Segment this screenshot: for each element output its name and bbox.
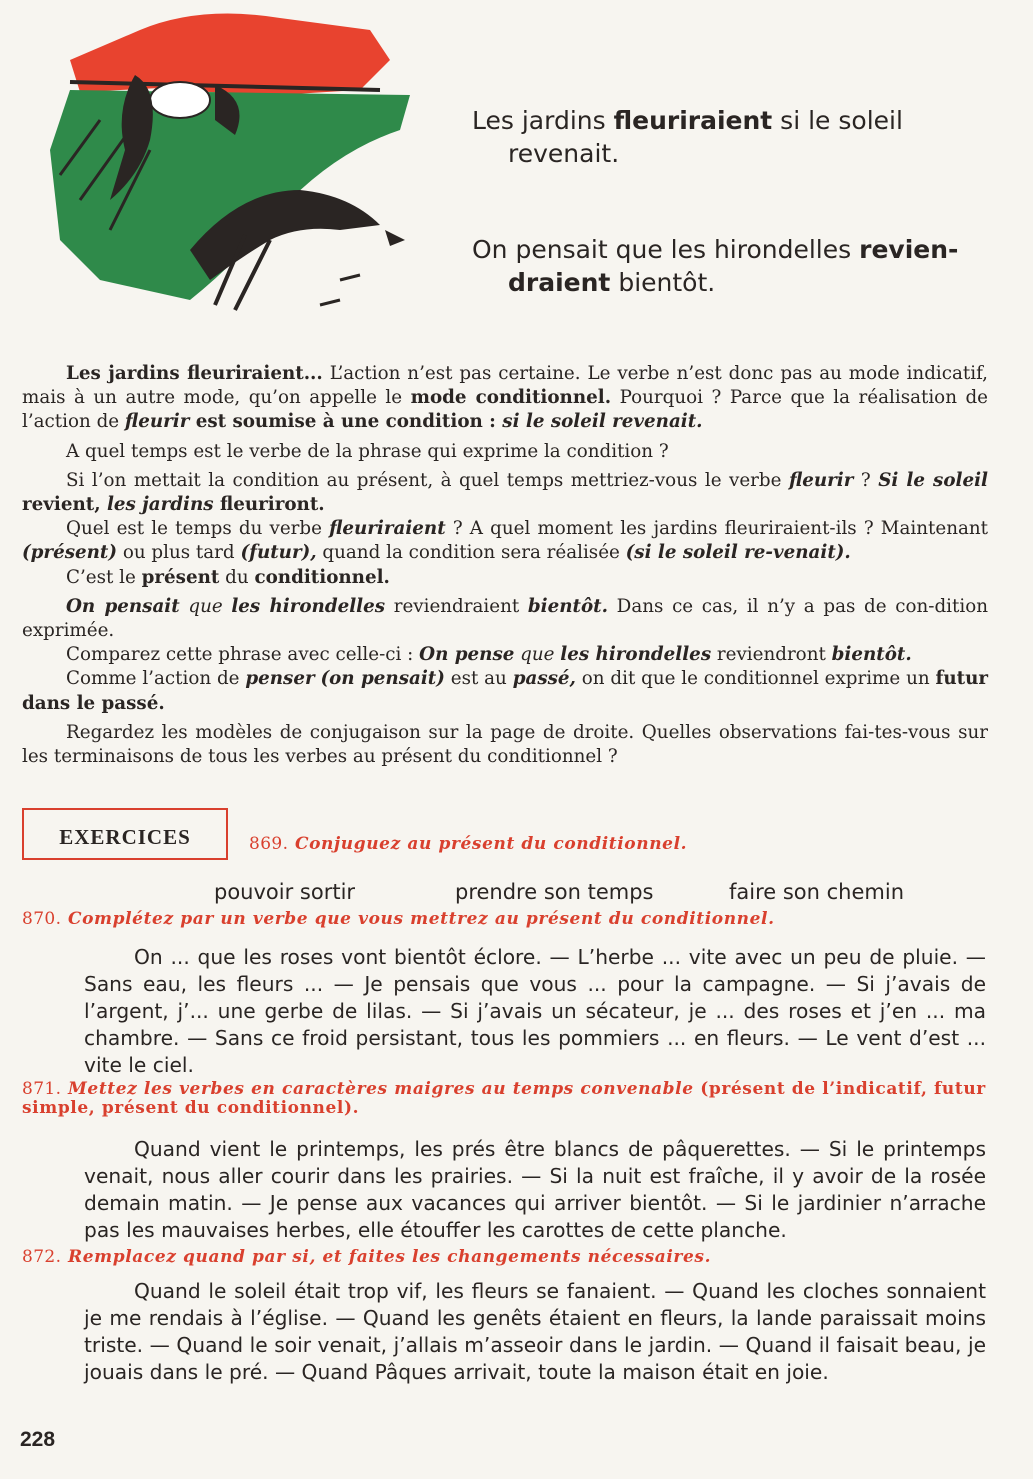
lesson-paragraph-8: Comme l’action de penser (on pensait) est au passé, on dit que le conditionnel exprime un futur dans le passé. [22,668,988,714]
lesson-paragraph-3: Si l’on mettait la condition au présent, à quel temps mettriez-vous le verbe fleurir ? Si le soleil revient, les jardins fleuriront. [22,469,988,516]
exercise-872-instruction: 872. Remplacez quand par si, et faites les changements nécessaires. [22,1247,712,1267]
verb-item-1: pouvoir sortir [214,880,356,904]
exercise-870-text: On ... que les roses vont bientôt éclore. — L’herbe ... vite avec un peu de pluie. — Sans eau, les fleurs ... — Je pensais que vous ... pour la campagne. — Si j’avais de l’argent, j’... une gerbe de lilas. — Si j’avais un sécateur, je ... des roses et j’en ... ma chambre. — Sans ce froid persistant, tous les pommiers ... en fleurs. — Le vent d’est ... vite le ciel. [84,945,986,1077]
lesson-paragraph-2: A quel temps est le verbe de la phrase qui exprime la condition ? [66,440,669,462]
exercises-heading-box: EXERCICES [22,808,228,860]
lesson-paragraph-4: Quel est le temps du verbe fleuriraient ? A quel moment les jardins fleuriraient-ils ? Maintenant (présent) ou plus tard (futur), quand la condition sera réalisée (si le soleil re-venait). [22,518,988,564]
ex2-post: bientôt. [610,268,716,297]
lesson-paragraph-9: Regardez les modèles de conjugaison sur la page de droite. Quelles observations fai-tes-vous sur les terminaisons de tous les verbes au présent du conditionnel ? [22,721,988,768]
lesson-text [22,362,988,769]
exercise-871-text: Quand vient le printemps, les prés être blancs de pâquerettes. — Si le printemps venait, nous aller courir dans les prairies. — Si la nuit est fraîche, il y avoir de la rosée demain matin. — Je pense aux vacances qui arriver bientôt. — Si le jardinier n’arrache pas les mauvaises herbes, elle étouffer les carottes de cette planche. [84,1137,986,1242]
exercise-870-instruction: 870. Complétez par un verbe que vous mettrez au présent du conditionnel. [22,909,775,929]
swallows-illustration [40,0,420,330]
lesson-paragraph-1: Les jardins fleuriraient... L’action n’est pas certaine. Le verbe n’est donc pas au mode indicatif, mais à un autre mode, qu’on appelle le mode conditionnel. Pourquoi ? Parce que la réalisation de l’action de fleurir est soumise à une condition : si le soleil revenait. [22,363,988,433]
exercise-872-text: Quand le soleil était trop vif, les fleurs se fanaient. — Quand les cloches sonnaient je me rendais à l’église. — Quand les genêts étaient en fleurs, la lande paraissait moins triste. — Quand le soir venait, j’allais m’asseoir dans le jardin. — Quand il faisait beau, je jouais dans le pré. — Quand Pâques arrivait, toute la maison était en joie. [84,1279,986,1384]
ex2-pre: On pensait que les hirondelles [472,235,860,264]
ex1-bold-verb: fleuriraient [613,106,773,135]
lesson-paragraph-5: C’est le présent du conditionnel. [66,566,390,588]
example-sentence-2 [472,233,992,299]
ex1-pre: Les jardins [472,106,614,135]
ex2-bold-verb: revien- [859,235,959,264]
example-sentence-1 [472,104,992,170]
verb-item-2: prendre son temps [455,880,654,904]
verb-item-3: faire son chemin [729,880,905,904]
lesson-paragraph-6: On pensait que les hirondelles reviendraient bientôt. Dans ce cas, il n’y a pas de con-dition exprimée. [22,595,988,642]
exercise-869-instruction: 869. Conjuguez au présent du conditionnel. [249,834,688,854]
ex1-line2: revenait. [508,139,620,168]
page-number: 228 [20,1428,56,1451]
exercise-871-instruction: 871. Mettez les verbes en caractères maigres au temps convenable (présent de l’indicatif, futur simple, présent du conditionnel). [22,1079,986,1118]
lesson-paragraph-7: Comparez cette phrase avec celle-ci : On pense que les hirondelles reviendront bientôt. [66,644,912,666]
ex2-bold-verb-cont: draient [508,268,611,297]
ex1-post: si le soleil [772,106,903,135]
